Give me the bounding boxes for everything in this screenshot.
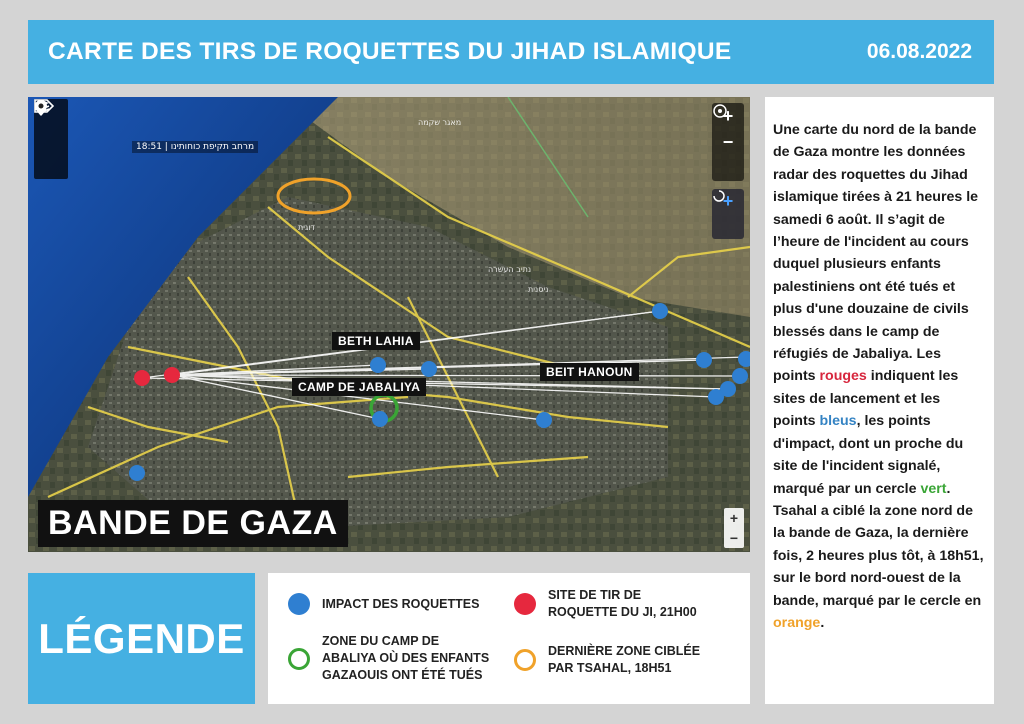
legend-item-impact — [288, 593, 479, 615]
svg-text:נתיב העשרה: נתיב העשרה — [488, 265, 532, 274]
description-part-5: . — [820, 614, 825, 631]
orange-ring-icon — [514, 649, 536, 671]
add-icon[interactable]: + — [722, 190, 734, 211]
svg-text:מאגר שקמה: מאגר שקמה — [418, 118, 462, 127]
description-green-word: vert — [920, 480, 947, 497]
blue-dot-icon — [288, 593, 310, 615]
description-part-2: indiquent les sites de lancement et les points — [773, 368, 959, 430]
location-pin-icon[interactable] — [34, 151, 68, 177]
zoom-in-icon[interactable]: + — [722, 105, 734, 126]
impact-point — [421, 361, 437, 377]
svg-text:דוגית: דוגית — [298, 223, 315, 232]
description-part-1: Une carte du nord de la bande de Gaza montre les données radar des roquettes du Jihad islamique tirées à 21 heures le samedi 6 août. Il s’agit de l’heure de l'incident au cours duquel plusieurs enfants palestiniens ont été tués et plus d'une douzaine de civils blessés dans le camp de réfugiés de Jabaliya. Les points — [773, 122, 979, 385]
page-title: CARTE DES TIRS DE ROQUETTES DU JIHAD ISLAMIQUE — [48, 38, 732, 65]
impact-point — [372, 411, 388, 427]
impact-point — [129, 465, 145, 481]
legend-item-launch — [514, 587, 697, 621]
legend-item-last-target — [514, 643, 700, 677]
description-part-3: , les points d'impact, dont un proche du site de l'incident signalé, marqué par un cercle — [773, 413, 964, 497]
impact-point — [536, 412, 552, 428]
launch-point — [134, 370, 150, 386]
legend-title: LÉGENDE — [28, 573, 255, 704]
legend-box — [268, 573, 750, 704]
label-beit-hanoun: BEIT HANOUN — [540, 363, 639, 381]
legend-label: IMPACT DES ROQUETTES — [322, 596, 480, 611]
zoom-out-icon[interactable]: − — [722, 131, 734, 152]
time-overlay: 18:51 | מרחב תקיפת כוחותינו — [132, 141, 258, 153]
legend-label: DERNIÈRE ZONE CIBLÉE PAR TSAHAL, 18H51 — [548, 644, 701, 675]
green-ring-icon — [288, 648, 310, 670]
svg-text:ניסנית: ניסנית — [528, 285, 549, 294]
map-view[interactable] — [28, 97, 750, 552]
map-tools-right — [712, 103, 744, 181]
compass-icon[interactable] — [712, 155, 744, 181]
description-blue-word: bleus — [819, 413, 857, 430]
impact-point — [370, 357, 386, 373]
rotate-icon[interactable] — [712, 213, 744, 237]
zoom-bottom-control[interactable]: + − — [724, 508, 744, 548]
map-tools-right-2 — [712, 189, 744, 239]
label-beth-lahia: BETH LAHIA — [332, 332, 420, 350]
region-label: BANDE DE GAZA — [38, 500, 348, 547]
description-panel — [765, 97, 994, 704]
impact-point — [696, 352, 712, 368]
description-part-4: . Tsahal a ciblé la zone nord de la bande de Gaza, la dernière fois, 2 heures plus tôt, à 18h51, sur le bord nord-ouest de la bande, marqué par le cercle en — [773, 480, 984, 609]
map-tools-left — [34, 99, 68, 179]
description-red-word: rouges — [819, 368, 867, 385]
impact-point — [652, 303, 668, 319]
page-date: 06.08.2022 — [866, 40, 972, 63]
tag-icon[interactable] — [34, 125, 68, 151]
legend-label: ZONE DU CAMP DE ABALIYA OÙ DES ENFANTS GAZAOUIS ONT ÉTÉ TUÉS — [322, 634, 490, 682]
label-camp-jabaliya: CAMP DE JABALIYA — [292, 378, 426, 396]
red-dot-icon — [514, 593, 536, 615]
title-bar — [28, 20, 994, 84]
map-canvas — [28, 97, 750, 552]
impact-point — [732, 368, 748, 384]
description-orange-word: orange — [773, 614, 821, 631]
impact-point — [708, 389, 724, 405]
launch-point — [164, 367, 180, 383]
legend-label: SITE DE TIR DE ROQUETTE DU JI, 21H00 — [548, 588, 697, 619]
legend-item-camp — [288, 633, 489, 684]
